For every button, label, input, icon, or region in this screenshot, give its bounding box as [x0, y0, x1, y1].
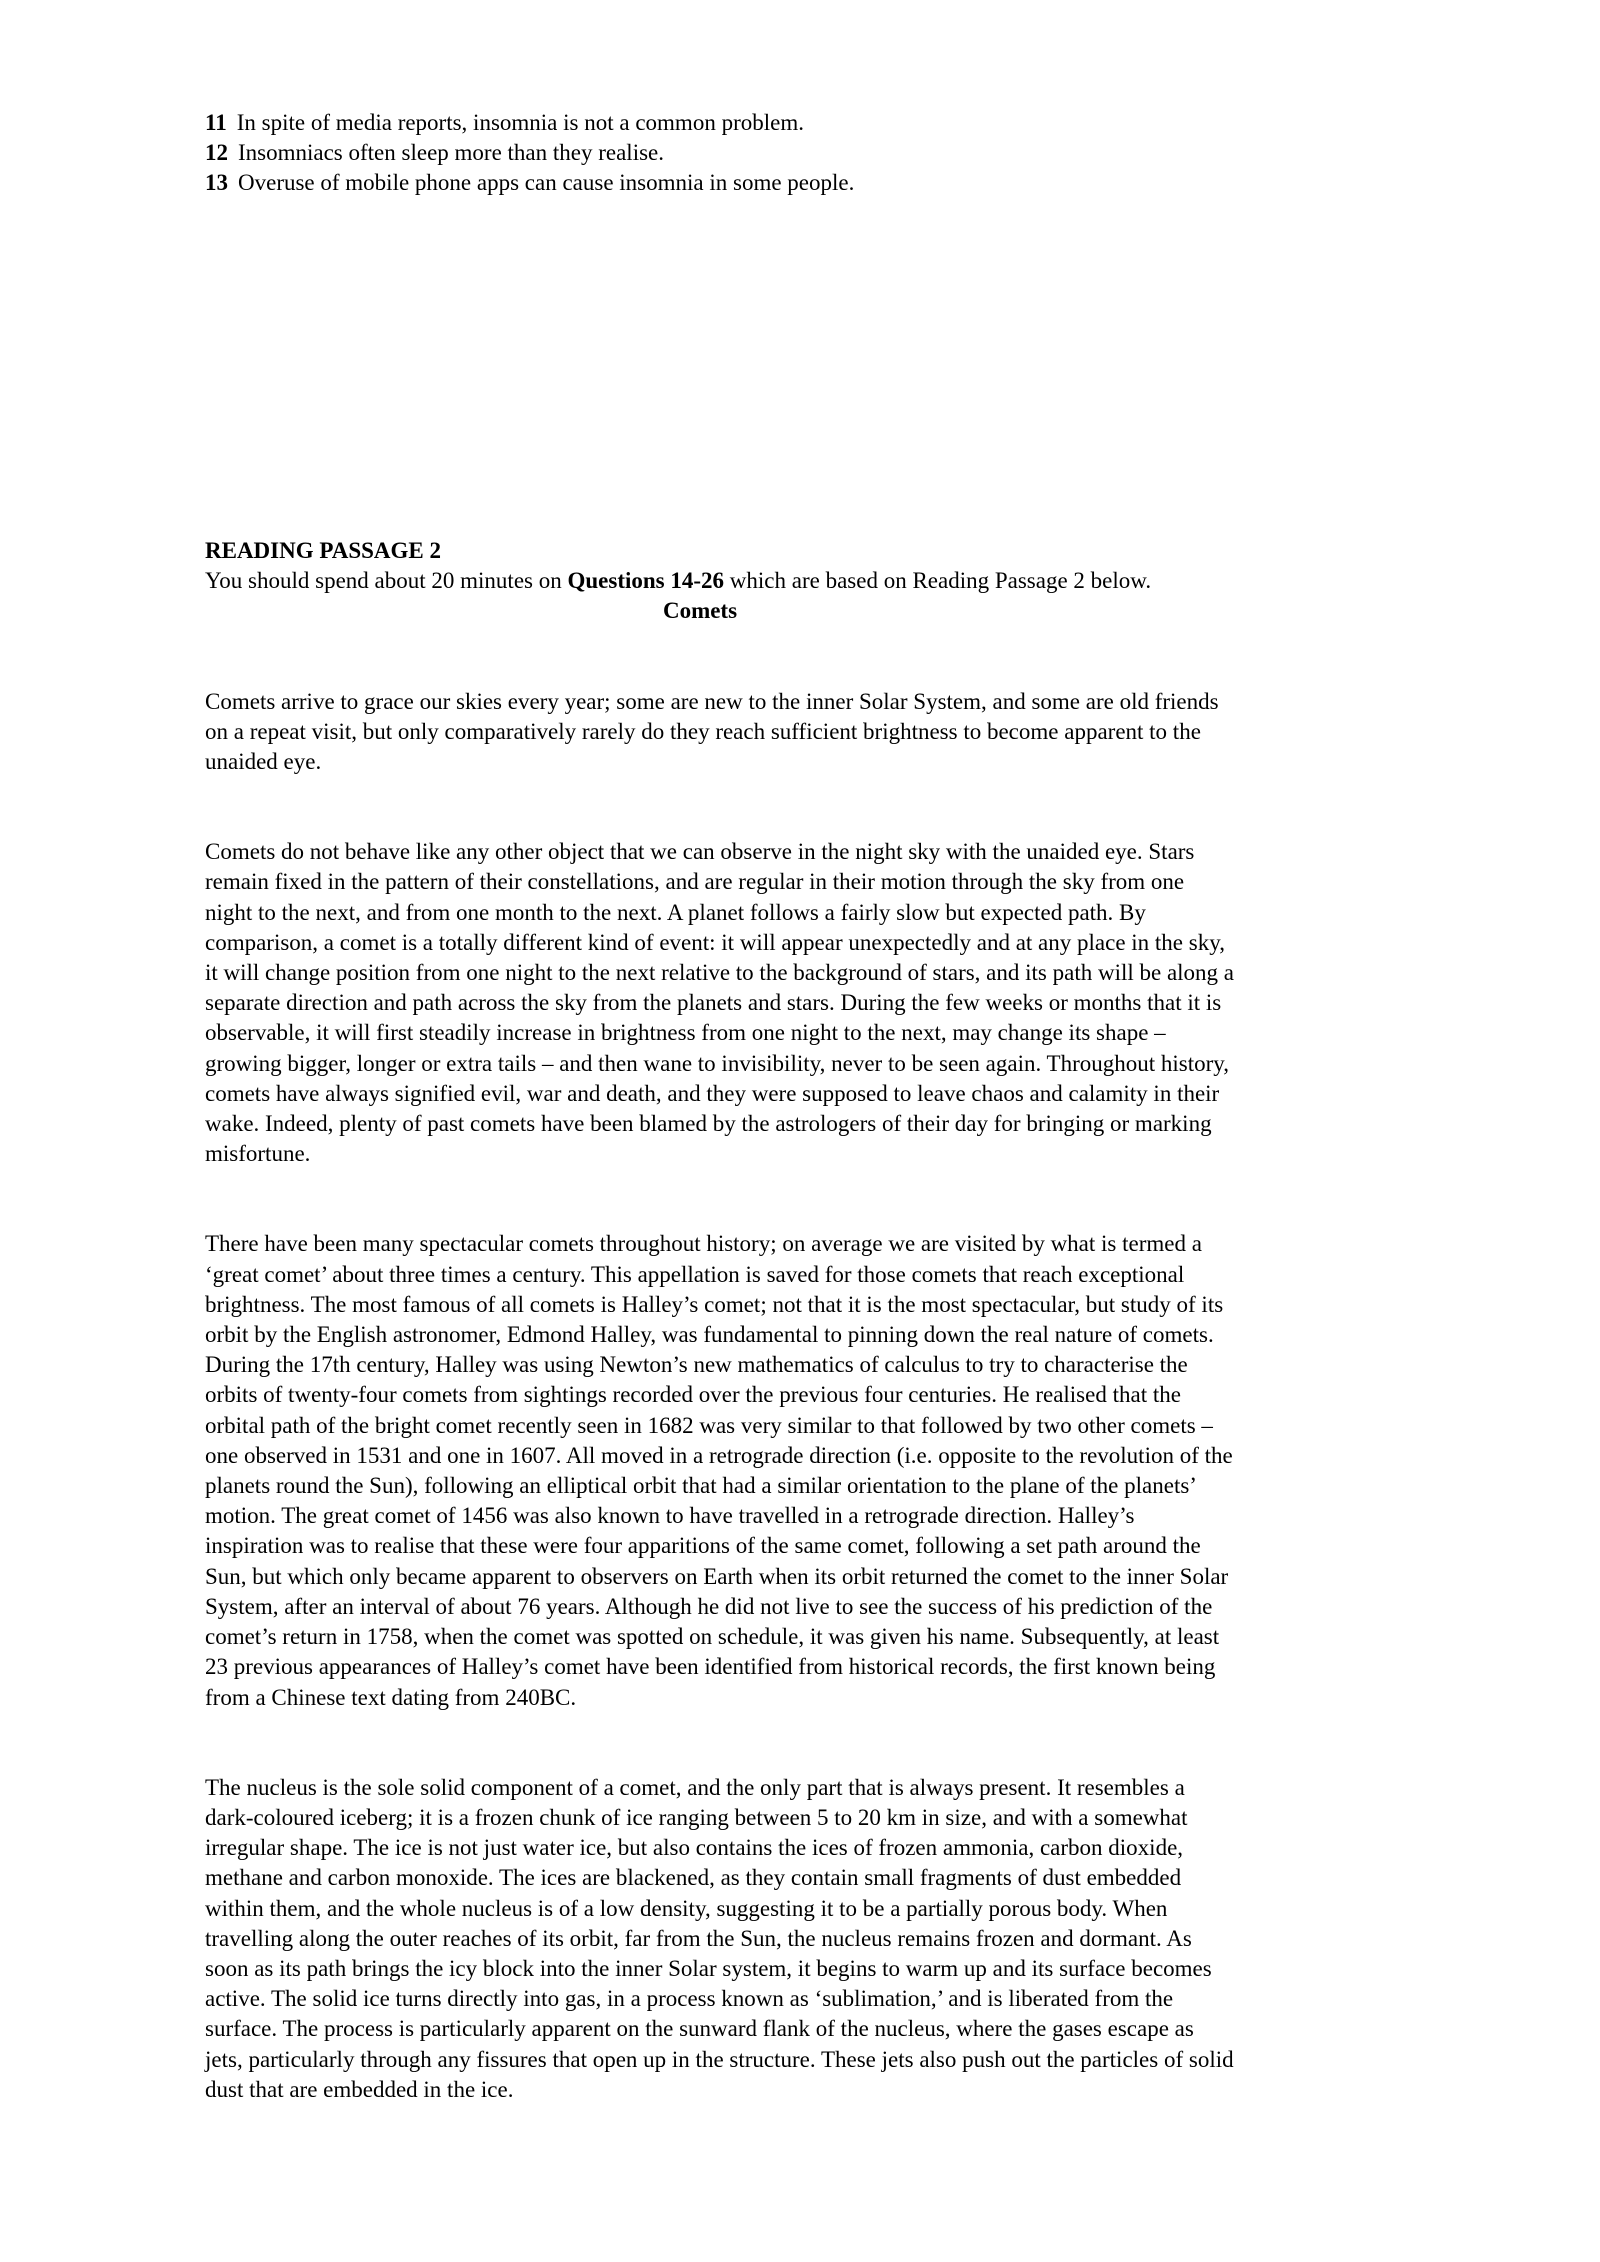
passage-instruction — [205, 566, 1235, 596]
question-number: 12 — [205, 140, 228, 166]
passage-paragraph: Comets arrive to grace our skies every year; some are new to the inner Solar System, and some are old friends on a repeat visit, but only comparatively rarely do they reach sufficient brightness to become apparent to the unaided eye. — [205, 688, 1219, 775]
question-text: Overuse of mobile phone apps can cause insomnia in some people. — [238, 170, 855, 196]
instruction-questions: Questions 14-26 — [567, 568, 725, 594]
passage-title: Comets — [662, 598, 738, 624]
passage-heading: READING PASSAGE 2 — [205, 538, 441, 563]
passage-paragraph: The nucleus is the sole solid component of a comet, and the only part that is always present. It resembles a dark-coloured iceberg; it is a frozen chunk of ice ranging between 5 to 20 km in size, and with a somewhat irregular shape. The ice is not just water ice, but also contains the ices of frozen ammonia, carbon dioxide, methane and carbon monoxide. The ices are blackened, as they contain small fragments of dust embedded within them, and the whole nucleus is of a low density, suggesting it to be a partially porous body. When travelling along the outer reaches of its orbit, far from the Sun, the nucleus remains frozen and dormant. As soon as its path brings the icy block into the inner Solar system, it begins to warm up and its surface becomes active. The solid ice turns directly into gas, in a process known as ‘sublimation,’ and is liberated from the surface. The process is particularly apparent on the sunward flank of the nucleus, where the gases escape as jets, particularly through any fissures that open up in the structure. These jets also push out the particles of solid dust that are embedded in the ice. — [205, 1774, 1234, 2102]
question-text: In spite of media reports, insomnia is not a common problem. — [236, 110, 804, 135]
question-item — [205, 168, 1235, 198]
question-item — [205, 108, 1235, 138]
passage-paragraph: Comets do not behave like any other object that we can observe in the night sky with the unaided eye. Stars remain fixed in the pattern of their constellations, and are regular in their motion through the sky from one night to the next, and from one month to the next. A planet follows a fairly slow but expected path. By comparison, a comet is a totally different kind of event: it will appear unexpectedly and at any place in the sky, it will change position from one night to the next relative to the background of stars, and its path will be along a separate direction and path across the sky from the planets and stars. During the few weeks or months that it is observable, it will first steadily increase in brightness from one night to the next, may change its shape – growing bigger, longer or extra tails – and then wane to invisibility, never to be seen again. Throughout history, comets have always signified evil, war and death, and they were supposed to leave chaos and calamity in their wake. Indeed, plenty of past comets have been blamed by the astrologers of their day for bringing or marking misfortune. — [205, 839, 1235, 1167]
question-number: 11 — [205, 110, 227, 135]
question-item — [205, 138, 1235, 168]
question-number: 13 — [205, 170, 228, 196]
reading-passage-section — [205, 536, 1235, 2105]
instruction-text: You should spend about 20 minutes on — [205, 568, 568, 594]
document-page — [205, 108, 1235, 2102]
question-text: Insomniacs often sleep more than they realise. — [238, 140, 664, 166]
question-list — [205, 108, 1235, 199]
instruction-text-end: which are based on Reading Passage 2 below. — [724, 568, 1152, 594]
passage-paragraph: There have been many spectacular comets throughout history; on average we are visited by what is termed a ‘great comet’ about three times a century. This appellation is saved for those comets that reach exceptional brightness. The most famous of all comets is Halley’s comet; not that it is the most spectacular, but study of its orbit by the English astronomer, Edmond Halley, was fundamental to pinning down the real nature of comets. During the 17th century, Halley was using Newton’s new mathematics of calculus to try to characterise the orbits of twenty-four comets from sightings recorded over the previous four centuries. He realised that the orbital path of the bright comet recently seen in 1682 was very similar to that followed by two other comets – one observed in 1531 and one in 1607. All moved in a retrograde direction (i.e. opposite to the revolution of the planets round the Sun), following an elliptical orbit that had a similar orientation to the plane of the planets’ motion. The great comet of 1456 was also known to have travelled in a retrograde direction. Halley’s inspiration was to realise that these were four apparitions of the same comet, following a set path around the Sun, but which only became apparent to observers on Earth when its orbit returned the comet to the inner Solar System, after an interval of about 76 years. Although he did not live to see the success of his prediction of the comet’s return in 1758, when the comet was spotted on schedule, it was given his name. Subsequently, at least 23 previous appearances of Halley’s comet have been identified from historical records, the first known being from a Chinese text dating from 240BC. — [205, 1231, 1233, 1710]
